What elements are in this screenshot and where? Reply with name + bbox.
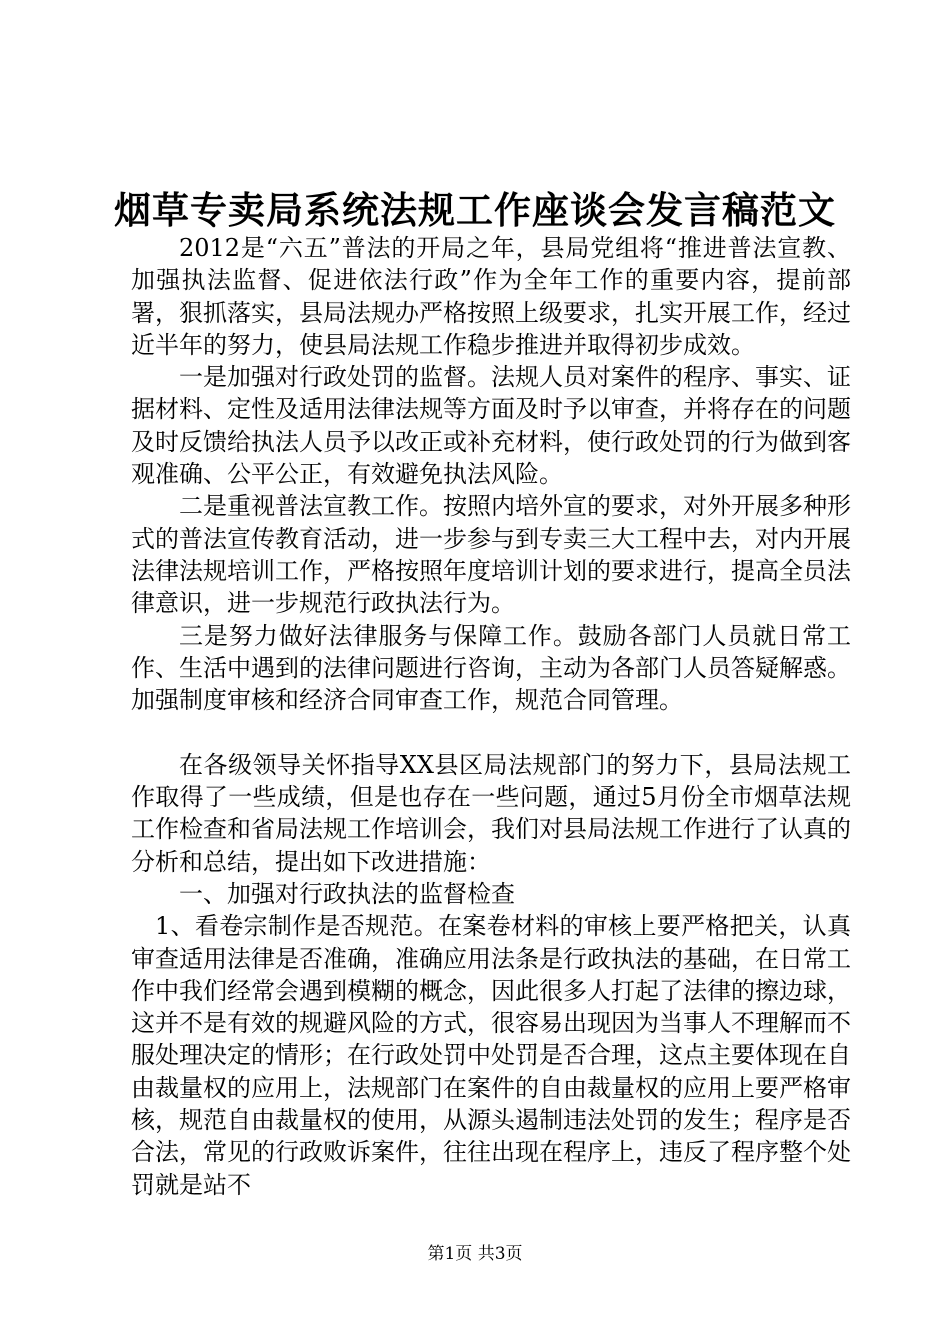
paragraph-item-one: 1、看卷宗制作是否规范。在案卷材料的审核上要严格把关，认真审查适用法律是否准确，准确应用法条是行政执法的基础，在日常工作中我们经常会遇到模糊的概念，因此很多人打起了法律的擦边球，这并不是有效的规避风险的方式，很容易出现因为当事人不理解而不服处理决定的情形；在行政处罚中处罚是否合理，这点主要体现在自由裁量权的应用上，法规部门在案件的自由裁量权的应用上要严格审核，规范自由裁量权的使用，从源头遏制违法处罚的发生；程序是否合法，常见的行政败诉案件，往往出现在程序上，违反了程序整个处罚就是站不: [131, 912, 851, 1199]
document-body: [131, 232, 851, 1201]
paragraph-point-three: 三是努力做好法律服务与保障工作。鼓励各部门人员就日常工作、生活中遇到的法律问题进行咨询，主动为各部门人员答疑解惑。加强制度审核和经济合同审查工作，规范合同管理。: [131, 621, 851, 715]
section-heading-one: 一、加强对行政执法的监督检查: [179, 879, 515, 908]
paragraph-intro: 2012是“六五”普法的开局之年，县局党组将“推进普法宣教、加强执法监督、促进依法行政”作为全年工作的重要内容，提前部署，狠抓落实，县局法规办严格按照上级要求，扎实开展工作，经过近半年的努力，使县局法规工作稳步推进并取得初步成效。: [131, 234, 851, 359]
document-title: 烟草专卖局系统法规工作座谈会发言稿范文: [114, 188, 836, 232]
page-indicator: 第1页 共3页: [427, 1244, 523, 1264]
paragraph-improvements-intro: 在各级领导关怀指导XX县区局法规部门的努力下，县局法规工作取得了一些成绩，但是也存在一些问题，通过5月份全市烟草法规工作检查和省局法规工作培训会，我们对县局法规工作进行了认真的分析和总结，提出如下改进措施：: [131, 750, 851, 876]
paragraph-spacer: [131, 716, 851, 748]
paragraph-point-one: 一是加强对行政处罚的监督。法规人员对案件的程序、事实、证据材料、定性及适用法律法规等方面及时予以审查，并将存在的问题及时反馈给执法人员予以改正或补充材料，使行政处罚的行为做到客观准确、公平公正，有效避免执法风险。: [131, 363, 851, 489]
paragraph-point-two: 二是重视普法宣教工作。按照内培外宣的要求，对外开展多种形式的普法宣传教育活动，进一步参与到专卖三大工程中去，对内开展法律法规培训工作，严格按照年度培训计划的要求进行，提高全员法律意识，进一步规范行政执法行为。: [131, 492, 851, 618]
